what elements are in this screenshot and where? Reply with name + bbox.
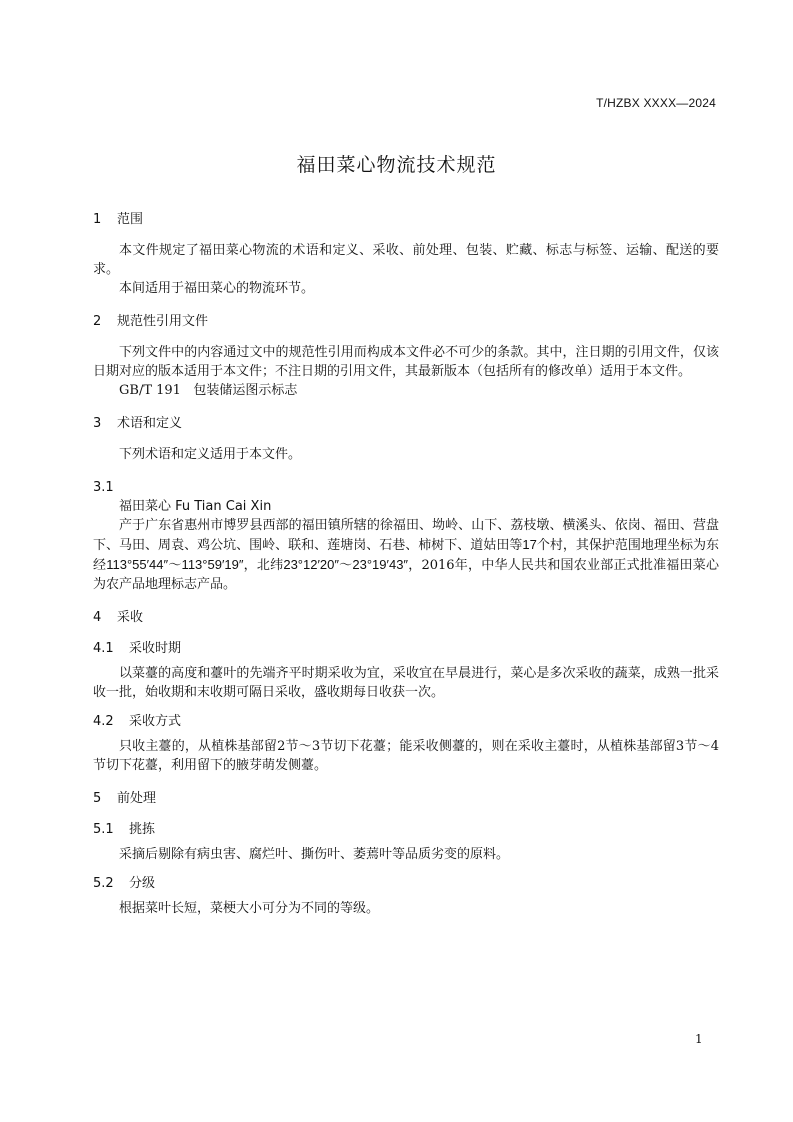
paragraph: 下列文件中的内容通过文中的规范性引用而构成本文件必不可少的条款。其中，注日期的引用文件，仅该日期对应的版本适用于本文件；不注日期的引用文件，其最新版本（包括所有的修改单）适用于本文件。 bbox=[93, 345, 719, 379]
document-title: 福田菜心物流技术规范 bbox=[296, 154, 497, 176]
term-number: 3.1 bbox=[93, 480, 114, 495]
section-heading-terms: 3 术语和定义 bbox=[93, 416, 183, 431]
document-body bbox=[93, 210, 719, 918]
paragraph: 下列术语和定义适用于本文件。 bbox=[119, 447, 302, 462]
section-heading-pretreatment: 5 前处理 bbox=[93, 791, 157, 806]
section-heading-normative-references: 2 规范性引用文件 bbox=[93, 314, 209, 329]
reference-entry bbox=[93, 381, 719, 400]
paragraph: 根据菜叶长短，菜梗大小可分为不同的等级。 bbox=[119, 901, 380, 916]
paragraph: 采摘后剔除有病虫害、腐烂叶、撕伤叶、萎蔫叶等品质劣变的原料。 bbox=[119, 847, 510, 862]
subsection-heading-grading: 5.2 分级 bbox=[93, 876, 156, 891]
section-heading-scope: 1 范围 bbox=[93, 212, 144, 227]
paragraph: 本间适用于福田菜心的物流环节。 bbox=[119, 281, 315, 296]
paragraph: 只收主薹的，从植株基部留2节～3节切下花薹；能采收侧薹的，则在采收主薹时，从植株基部留3节～4节切下花薹，利用留下的腋芽萌发侧薹。 bbox=[93, 739, 719, 773]
reference-title: 包装储运图示标志 bbox=[193, 383, 298, 398]
paragraph: 本文件规定了福田菜心物流的术语和定义、采收、前处理、包装、贮藏、标志与标签、运输、配送的要求。 bbox=[93, 243, 719, 277]
page-number: 1 bbox=[695, 1032, 703, 1046]
term-name: 福田菜心 Fu Tian Cai Xin bbox=[119, 499, 272, 514]
section-heading-harvest: 4 采收 bbox=[93, 610, 144, 625]
paragraph: 以菜薹的高度和薹叶的先端齐平时期采收为宜，采收宜在早晨进行，菜心是多次采收的蔬菜，成熟一批采收一批，始收期和末收期可隔日采收，盛收期每日收获一次。 bbox=[93, 666, 719, 700]
term-definition: 产于广东省惠州市博罗县西部的福田镇所辖的徐福田、坳岭、山下、荔枝墩、横溪头、依岗、福田、营盘下、马田、周袁、鸡公坑、围岭、联和、莲塘岗、石巷、柿树下、道姑田等17个村，其保护范围地理坐标为东经113°55′44″～113°59′19″，北纬23°12′20″～23°19′43″，2016年，中华人民共和国农业部正式批准福田菜心为农产品地理标志产品。 bbox=[93, 518, 719, 592]
subsection-heading-sorting: 5.1 挑拣 bbox=[93, 822, 156, 837]
standard-code: T/HZBX XXXX—2024 bbox=[596, 96, 716, 110]
subsection-heading-harvest-time: 4.1 采收时期 bbox=[93, 641, 182, 656]
reference-code: GB/T 191 bbox=[119, 383, 181, 398]
subsection-heading-harvest-method: 4.2 采收方式 bbox=[93, 714, 182, 729]
